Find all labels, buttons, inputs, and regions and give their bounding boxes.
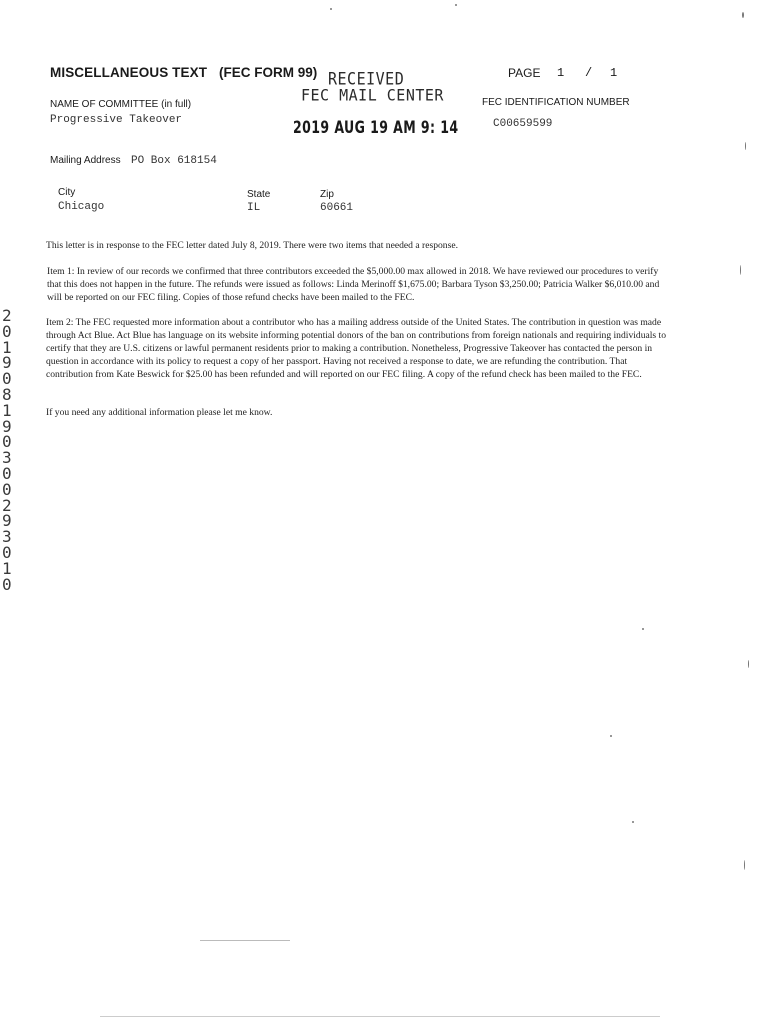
scan-speck — [610, 735, 612, 737]
scan-speck — [455, 4, 457, 6]
received-stamp-line1: RECEIVED — [328, 69, 405, 89]
received-stamp-line2: FEC MAIL CENTER — [301, 85, 444, 105]
scan-speck — [744, 860, 745, 870]
scan-speck — [200, 940, 290, 941]
letter-intro: This letter is in response to the FEC letter dated July 8, 2019. There were two items that needed a response. — [46, 240, 458, 251]
page-number-total: 1 — [610, 66, 618, 80]
state-value: IL — [247, 202, 261, 214]
state-label: State — [247, 189, 271, 200]
scan-speck — [740, 265, 741, 275]
page-number-current: 1 — [557, 66, 565, 80]
form-number: (FEC FORM 99) — [219, 65, 318, 80]
scan-speck — [632, 821, 634, 823]
zip-value: 60661 — [320, 202, 354, 214]
page-separator: / — [585, 66, 593, 80]
committee-name-label: NAME OF COMMITTEE (in full) — [50, 99, 192, 110]
scan-speck — [642, 628, 644, 630]
scan-speck — [745, 142, 746, 150]
letter-item-2: Item 2: The FEC requested more information about a contributor who has a mailing address outside of the United States. The contribution in question was made through Act Blue. Act Blue has language on its website informing potential donors of the ban on contributions from foreign nationals and requiring individuals to certify that they are U.S. citizens or lawful permanent residents prior to making a contribution. Nonetheless, Progressive Takeover has contacted the person in question in accordance with its policy to request a copy of her passport. Having not received a response to date, we are refunding the contribution. That contribution from Kate Beswick for $25.00 has been refunded and will reported on our FEC filing. A copy of the refund check has been mailed to the FEC. — [46, 317, 667, 380]
scan-speck — [742, 12, 744, 18]
scan-speck — [748, 660, 749, 668]
committee-name-value: Progressive Takeover — [50, 114, 183, 126]
letter-item-1: Item 1: In review of our records we confirmed that three contributors exceeded the $5,000.00 max allowed in 2018. We have reviewed our procedures to verify that this does not happen in the future. The refunds were issued as follows: Linda Merinoff $1,675.00; Barbara Tyson $3,250.00; Patricia Walker $6,010.00 and will be reported on our FEC filing. Copies of those refund checks have been mailed to the FEC. — [47, 266, 660, 303]
fec-id-value: C00659599 — [493, 118, 553, 130]
received-stamp-date: 2019 AUG 19 AM 9: 14 — [293, 118, 459, 138]
form-title: MISCELLANEOUS TEXT — [50, 65, 208, 80]
mailing-address-label: Mailing Address — [50, 155, 121, 166]
fec-id-label: FEC IDENTIFICATION NUMBER — [482, 97, 630, 108]
scan-speck — [330, 8, 332, 10]
mailing-address-value: PO Box 618154 — [131, 155, 217, 167]
city-value: Chicago — [58, 201, 105, 213]
zip-label: Zip — [320, 189, 334, 200]
page-label: PAGE — [508, 66, 541, 80]
city-label: City — [58, 187, 76, 198]
scan-speck — [100, 1016, 660, 1017]
letter-closing: If you need any additional information please let me know. — [46, 407, 273, 418]
document-control-number: 201908190300293010 — [2, 306, 12, 594]
